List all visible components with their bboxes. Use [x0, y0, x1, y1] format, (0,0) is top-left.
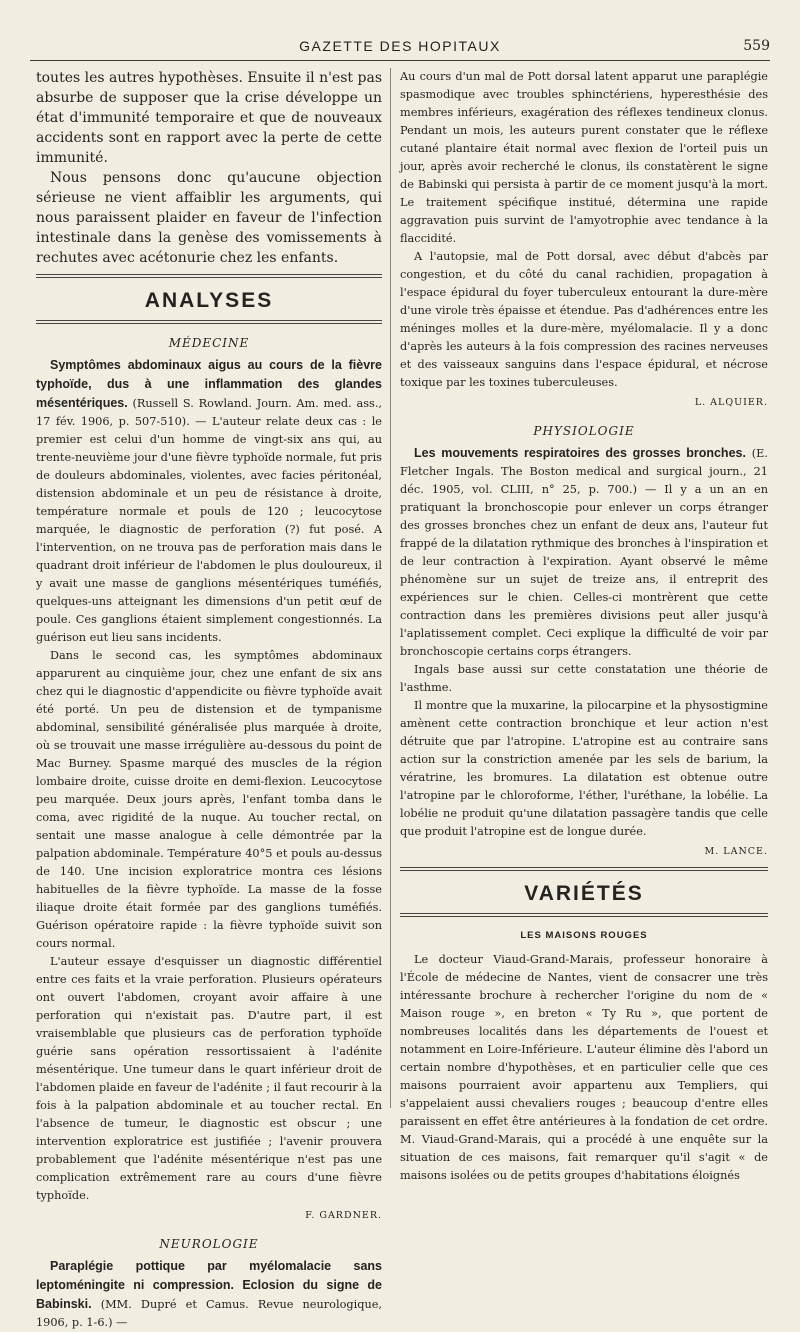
- continued-paragraph: toutes les autres hypothèses. Ensuite il n'est pas absurbe de supposer que la crise développe un état d'immunité temporaire et que de nouveaux accidents sont en rapport avec la perte de cette immunité.: [36, 70, 383, 166]
- article-paragraph: Le docteur Viaud-Grand-Marais, professeur honoraire à l'École de médecine de Nantes, vient de consacrer une très intéressante brochure à rechercher l'origine du nom de « Maison rouge », en breton « Ty Ru », que portent de nombreuses localités dans les départements de l'ouest et notamment en Loire-Inférieure. L'auteur élimine dès l'abord un certain nombre d'hypothèses, et en particulier celle que ces maisons pourraient avoir appartenu aux Templiers, qui s'appelaient aussi chevaliers rouges ; beaucoup d'entre elles paraissent en effet être antérieures à la fondation de cet ordre. M. Viaud-Grand-Marais, qui a procédé à une enquête sur la situation de ces maisons, fait remarquer qu'il s'agit « de maisons isolées ou de petits groupes d'habitations éloignés: [400, 953, 768, 1182]
- section-title-analyses: ANALYSES: [144, 289, 274, 312]
- article-reference: (MM. Dupré et Camus. Revue neurologique, 1906, p. 1-6.) —: [36, 1298, 382, 1329]
- left-column: [36, 68, 382, 1332]
- article-subheading: LES MAISONS ROUGES: [520, 930, 648, 941]
- rubric-physiologie: PHYSIOLOGIE: [533, 424, 635, 438]
- article-title: Les mouvements respiratoires des grosses bronches.: [414, 446, 746, 460]
- journal-title: GAZETTE DES HOPITAUX: [299, 38, 501, 54]
- section-rule: [36, 320, 382, 324]
- article-reference: (Russell S. Rowland. Journ. Am. med. ass., 17 fév. 1906, p. 507-510). — L'auteur relate deux cas : le premier est celui d'un homme de vingt-six ans qui, au trente-neuvième jour d'une fièvre typhoïde normale, fut pris de douleurs abdominales, violentes, avec facies péritonéal, distension abdominale et un peu de résistance à droite, température normale et pouls de 120 ; leucocytose marquée, le diagnostic de perforation (?) fut posé. A l'intervention, on ne trouva pas de perforation mais dans le quadrant droit inférieur de l'abdomen le plus douloureux, il y avait une masse de ganglions mésentériques tuméfiés, quelques-uns atteignant les dimensions d'un petit œuf de poule. Ces ganglions étaient simplement congestionnés. La guérison eut lieu sans incidents.: [36, 397, 382, 644]
- article-paragraph: [36, 1257, 382, 1332]
- right-column: [400, 68, 768, 1185]
- article-signature: L. ALQUIER.: [694, 397, 768, 408]
- article-signature: M. LANCE.: [704, 846, 768, 857]
- section-rule: [36, 274, 382, 278]
- column-divider: [390, 68, 391, 1108]
- section-rule: [400, 913, 768, 917]
- article-paragraph: Ingals base aussi sur cette constatation une théorie de l'asthme.: [400, 663, 768, 694]
- article-paragraph: L'auteur essaye d'esquisser un diagnostic différentiel entre ces faits et la vraie perforation. Plusieurs opérateurs ont ouvert l'abdomen, croyant avoir affaire à une perforation qui n'existait pas. D'autre part, il est vraisemblable que plusieurs cas de perforation typhoïde guérie sans opération ressortissaient à l'adénite mésentérique. Une tumeur dans le quart inférieur droit de l'abdomen plaide en faveur de l'adénite ; il faut recourir à la fois à la palpation abdominale et au toucher rectal. En l'absence de tumeur, le diagnostic est obscur ; une intervention exploratrice est justifiée ; l'avenir prouvera probablement que l'adénite mésentérique n'est pas une complication extrêmement rare au cours d'une fièvre typhoïde.: [36, 955, 382, 1202]
- page-header: [30, 38, 770, 62]
- article-signature: F. GARDNER.: [305, 1210, 382, 1221]
- article-title: Paraplégie pottique par myélomalacie sans leptoméningite ni compression. Eclosion du signe de Babinski.: [36, 1259, 382, 1311]
- article-paragraph: A l'autopsie, mal de Pott dorsal, avec début d'abcès par congestion, et du côté du canal rachidien, propagation à l'espace épidural du foyer tuberculeux entourant la dure-mère d'une virole très épaisse et étendue. Pas d'adhérences entre les méninges molles et la dure-mère, myélomalacie. Il y a donc d'après les auteurs à la fois compression des racines nerveuses et des vaisseaux sanguins dans l'espace épidural, et nécrose toxique par les toxines tuberculeuses.: [400, 250, 768, 389]
- rubric-medecine: MÉDECINE: [168, 336, 250, 350]
- rubric-neurologie: NEUROLOGIE: [159, 1237, 259, 1251]
- header-rule: [30, 60, 770, 61]
- article-paragraph: Au cours d'un mal de Pott dorsal latent apparut une paraplégie spasmodique avec troubles sphinctériens, hyperesthésie des membres inférieurs, exagération des réflexes tendineux clonus. Pendant un mois, les auteurs purent constater que le réflexe cutané plantaire était normal avec flexion de l'orteil puis un jour, après avoir recherché le clonus, ils constatèrent le signe de Babinski qui persista à partir de ce moment jusqu'à la mort. Le traitement spécifique institué, détermina une rapide aggravation puis survint de l'amyotrophie avec tendance à la flaccidité.: [400, 70, 768, 245]
- article-paragraph: [400, 444, 768, 661]
- article-paragraph: Il montre que la muxarine, la pilocarpine et la physostigmine amènent cette contraction bronchique et leur action n'est détruite que par l'atropine. L'atropine est au contraire sans action sur la constriction amenée par les sels de barium, la vératrine, les bromures. La dilatation est obtenue outre l'atropine par le chloroforme, l'éther, l'uréthane, la lobélie. La lobélie ne produit qu'une dilatation passagère tandis que celle que produit l'atropine est de longue durée.: [400, 699, 768, 838]
- section-rule: [400, 867, 768, 871]
- section-title-varietes: VARIÉTÉS: [524, 882, 644, 905]
- page-number: 559: [743, 38, 770, 54]
- article-title: Symptômes abdominaux aigus au cours de la fièvre typhoïde, dus à une inflammation des glandes mésentériques.: [36, 358, 382, 410]
- article-paragraph: Dans le second cas, les symptômes abdominaux apparurent au cinquième jour, chez une enfant de six ans chez qui le diagnostic d'appendicite ou fièvre typhoïde avait été porté. Un peu de distension et de tympanisme abdominal, sensibilité généralisée plus marquée à droite, où se trouvait une masse irrégulière au-dessous du point de Mac Burney. Spasme marqué des muscles de la région lombaire droite, cuisse droite en demi-flexion. Leucocytose peu marquée. Deux jours après, l'enfant tomba dans le coma, avec rigidité de la nuque. Au toucher rectal, on sentait une masse analogue à celle démontrée par la palpation abdominale. Température 40°5 et pouls au-dessus de 140. Une incision exploratrice montra ces lésions habituelles de la fièvre typhoïde. La masse de la fosse iliaque droite était formée par des ganglions tuméfiés. Guérison opératoire rapide : la fièvre typhoïde suivit son cours normal.: [36, 649, 382, 950]
- continued-paragraph: Nous pensons donc qu'aucune objection sérieuse ne vient affaiblir les arguments, qui nous paraissent plaider en faveur de l'infection intestinale dans la genèse des vomissements à rechutes avec acétonurie chez les enfants.: [36, 170, 382, 266]
- article-paragraph: [36, 356, 382, 647]
- article-reference: (E. Fletcher Ingals. The Boston medical and surgical journ., 21 déc. 1905, vol. CLIII, n° 25, p. 700.) — Il y a un an en pratiquant la bronchoscopie pour enlever un corps étranger des grosses bronches chez un enfant de deux ans, l'auteur fut frappé de la dilatation rythmique des bronches à l'inspiration et de leur contraction à l'expiration. Ayant observé le même phénomène sur un sujet de treize ans, il entreprit des expériences sur le chien. Celles-ci montrèrent que cette contraction dans les premières divisions peut aller jusqu'à l'aplatissement complet. Ceci explique la difficulté de voir par bronchoscopie certains corps étrangers.: [400, 447, 768, 658]
